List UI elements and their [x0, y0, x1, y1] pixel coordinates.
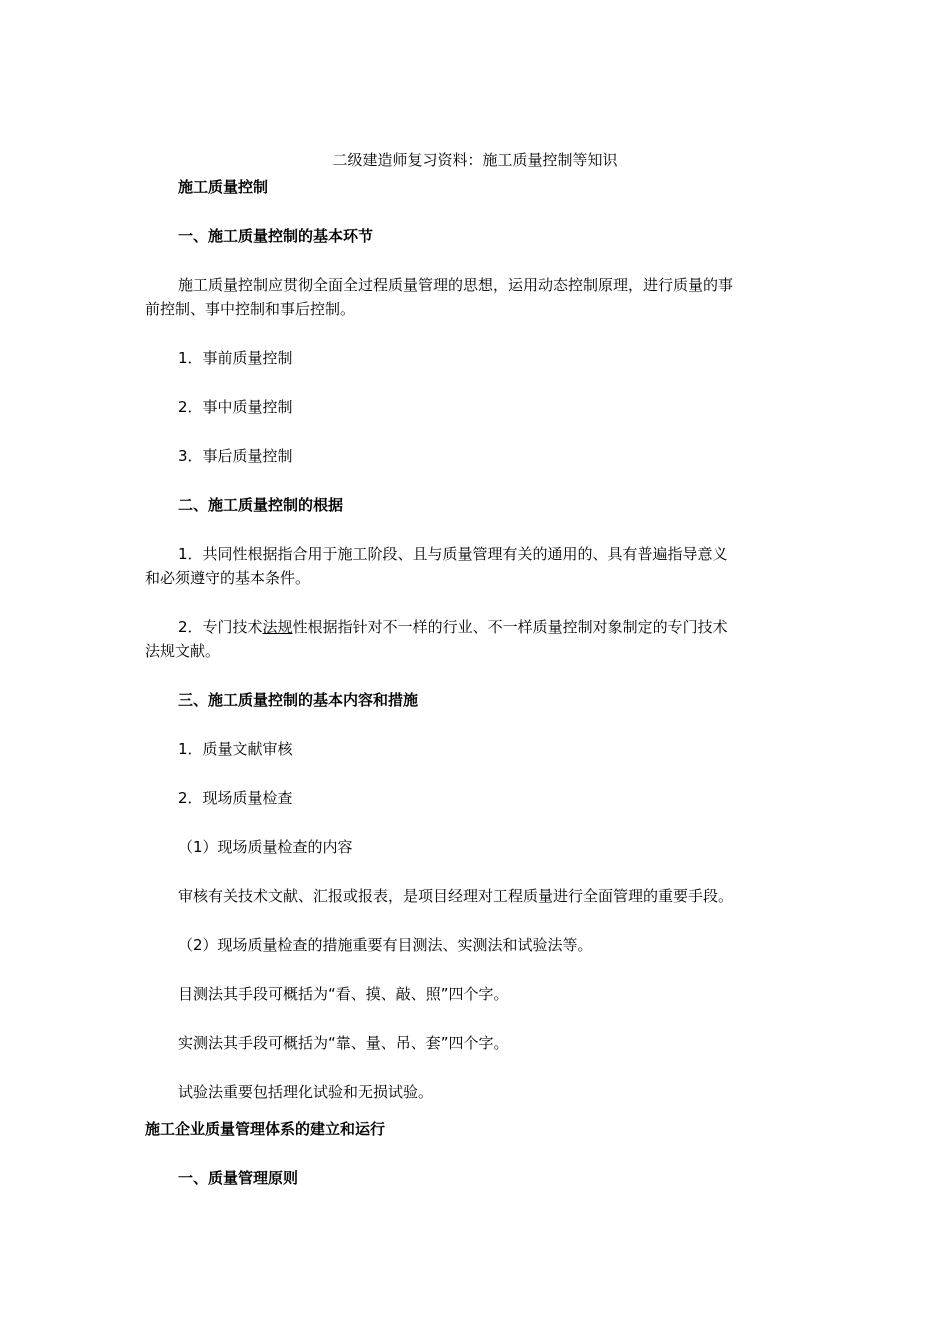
heading-principles: 一、质量管理原则 [178, 1169, 299, 1187]
list-item: 2．现场质量检查 [178, 789, 293, 807]
paragraph-text: 性根据指针对不一样的行业、不一样质量控制对象制定的专门技术 [292, 618, 728, 636]
section-heading-qms: 施工企业质量管理体系的建立和运行 [145, 1120, 386, 1138]
document-title: 二级建造师复习资料：施工质量控制等知识 [332, 151, 618, 169]
paragraph-line [178, 617, 728, 637]
paragraph-line: 和必须遵守的基本条件。 [145, 569, 311, 587]
paragraph-line: 1．共同性根据指合用于施工阶段、且与质量管理有关的通用的、具有普遍指导意义 [178, 545, 728, 563]
paragraph-line: 法规文献。 [145, 642, 221, 660]
heading-content-measures: 三、施工质量控制的基本内容和措施 [178, 691, 419, 709]
paragraph-line: 前控制、事中控制和事后控制。 [145, 300, 356, 318]
paragraph-line: 施工质量控制应贯彻全面全过程质量管理的思想，运用动态控制原理，进行质量的事 [178, 276, 734, 294]
section-heading-quality-control: 施工质量控制 [178, 178, 269, 196]
paragraph-line: 目测法其手段可概括为“看、摸、敲、照”四个字。 [178, 985, 509, 1003]
heading-basic-links: 一、施工质量控制的基本环节 [178, 227, 374, 245]
list-item: 1．质量文献审核 [178, 740, 293, 758]
list-item: （1）现场质量检查的内容 [178, 838, 353, 856]
regulation-link[interactable]: 法规 [262, 618, 293, 636]
paragraph-text: 2．专门技术 [178, 618, 263, 636]
list-item: 3．事后质量控制 [178, 447, 293, 465]
paragraph-line: 试验法重要包括理化试验和无损试验。 [178, 1083, 434, 1101]
paragraph-line: （2）现场质量检查的措施重要有目测法、实测法和试验法等。 [178, 936, 593, 954]
list-item: 2．事中质量控制 [178, 398, 293, 416]
paragraph-line: 实测法其手段可概括为“靠、量、吊、套”四个字。 [178, 1034, 509, 1052]
heading-basis: 二、施工质量控制的根据 [178, 496, 344, 514]
paragraph-line: 审核有关技术文献、汇报或报表，是项目经理对工程质量进行全面管理的重要手段。 [178, 887, 734, 905]
list-item: 1．事前质量控制 [178, 349, 293, 367]
